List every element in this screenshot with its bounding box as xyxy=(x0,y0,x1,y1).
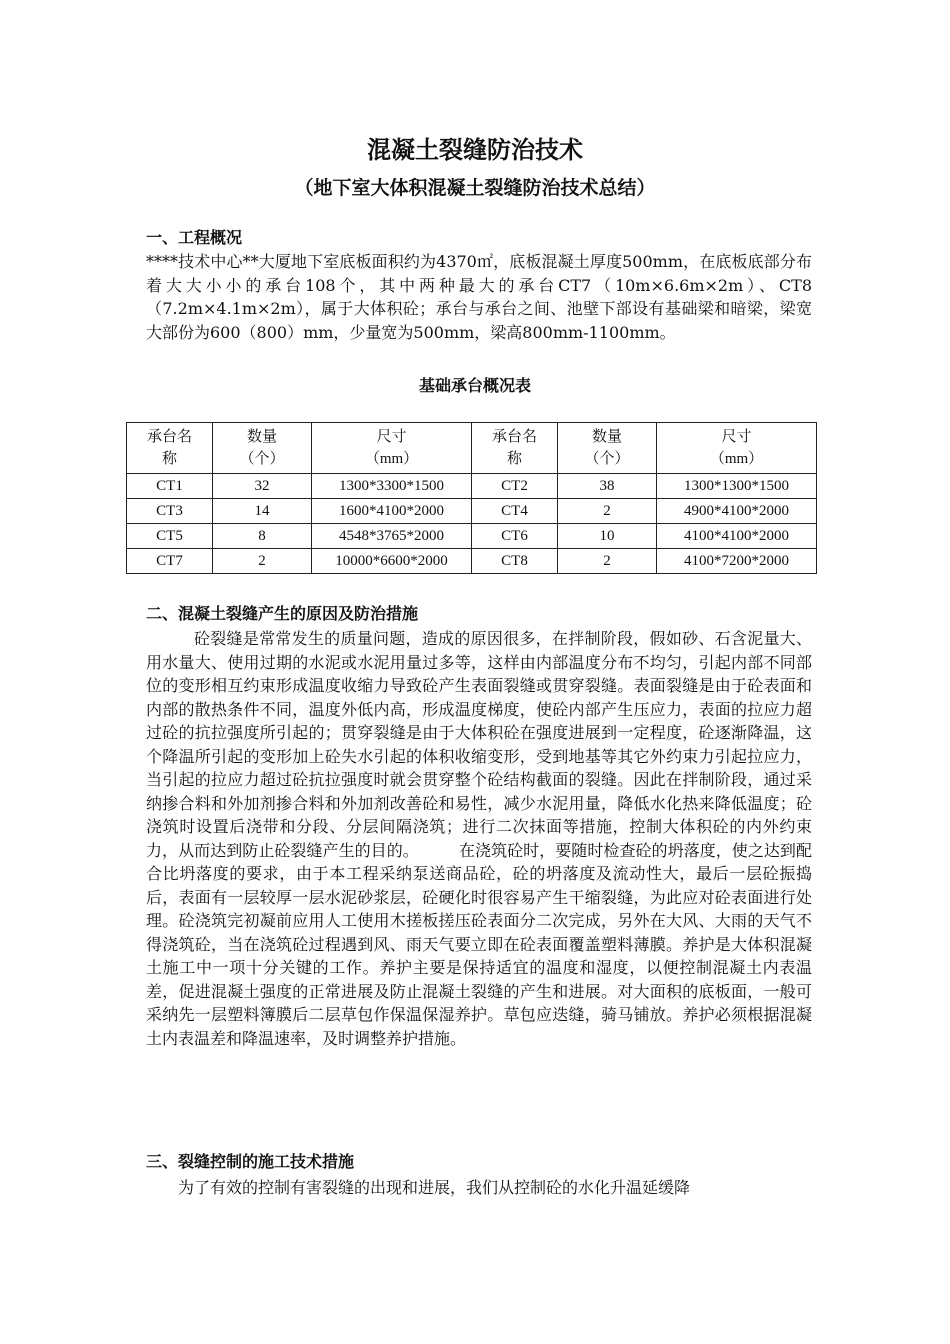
table-cell: 4900*4100*2000 xyxy=(657,499,817,524)
table-header-row xyxy=(127,423,817,474)
document-title: 混凝土裂缝防治技术 xyxy=(367,136,583,164)
table-cell: CT1 xyxy=(127,474,213,499)
table-cell: 2 xyxy=(213,549,312,574)
table-cell: CT3 xyxy=(127,499,213,524)
section-3-paragraph: 为了有效的控制有害裂缝的出现和进展，我们从控制砼的水化升温延缓降 xyxy=(178,1178,691,1197)
table-cell: 1600*4100*2000 xyxy=(312,499,472,524)
header-quantity xyxy=(213,423,312,474)
header-line: （mm） xyxy=(709,451,764,467)
section-2-paragraph: 砼裂缝是常常发生的质量问题，造成的原因很多，在拌制阶段，假如砂、石含泥量大、用水量大、使用过期的水泥或水泥用量过多等，这样由内部温度分布不均匀，引起内部不同部位的变形相互约束形成温度收缩力导致砼产生表面裂缝或贯穿裂缝。表面裂缝是由于砼表面和内部的散热条件不同，温度外低内高，形成温度梯度，使砼内部产生压应力，表面的拉应力超过砼的抗拉强度所引起的；贯穿裂缝是由于大体积砼在强度进展到一定程度，砼逐渐降温，这个降温所引起的变形加上砼失水引起的体积收缩变形，受到地基等其它外约束力引起拉应力，当引起的拉应力超过砼抗拉强度时就会贯穿整个砼结构截面的裂缝。因此在拌制阶段，通过采纳掺合料和外加剂掺合料和外加剂改善砼和易性，减少水泥用量，降低水化热来降低温度；砼浇筑时设置后浇带和分段、分层间隔浇筑；进行二次抹面等措施，控制大体积砼的内外约束力，从而达到防止砼裂缝产生的目的。 在浇筑砼时，要随时检查砼的坍落度，使之达到配合比坍落度的要求，由于本工程采纳泵送商品砼，砼的坍落度及流动性大，最后一层砼振捣后，表面有一层较厚一层水泥砂浆层，砼硬化时很容易产生干缩裂缝，为此应对砼表面进行处理。砼浇筑完初凝前应用人工使用木搓板搓压砼表面分二次完成，另外在大风、大雨的天气不得浇筑砼，当在浇筑砼过程遇到风、雨天气要立即在砼表面覆盖塑料薄膜。养护是大体积混凝土施工中一项十分关键的工作。养护主要是保持适宜的温度和湿度，以便控制混凝土内表温差，促进混凝土强度的正常进展及防止混凝土裂缝的产生和进展。对大面积的底板面，一般可采纳先一层塑料簿膜后二层草包作保温保湿养护。草包应迭缝，骑马铺放。养护必须根据混凝土内表温差和降温速率，及时调整养护措施。 xyxy=(146,629,812,1048)
table-cell: CT7 xyxy=(127,549,213,574)
table-cell: 10000*6600*2000 xyxy=(312,549,472,574)
section-3-heading: 三、裂缝控制的施工技术措施 xyxy=(146,1152,355,1171)
header-line: 称 xyxy=(161,451,177,467)
section-1-heading: 一、工程概况 xyxy=(146,228,243,247)
document-subtitle: （地下室大体积混凝土裂缝防治技术总结） xyxy=(294,177,656,199)
header-size xyxy=(312,423,472,474)
table-row xyxy=(127,474,817,499)
header-line: 数量 xyxy=(591,429,622,445)
table-cell: CT5 xyxy=(127,524,213,549)
table-cell: 4548*3765*2000 xyxy=(312,524,472,549)
section-2-heading: 二、混凝土裂缝产生的原因及防治措施 xyxy=(146,604,419,623)
table-cell: 4100*4100*2000 xyxy=(657,524,817,549)
table-cell: CT6 xyxy=(472,524,558,549)
table-cell: CT4 xyxy=(472,499,558,524)
table-cell: 2 xyxy=(558,499,657,524)
header-line: （个） xyxy=(584,451,630,467)
table-cell: 4100*7200*2000 xyxy=(657,549,817,574)
table-cell: 14 xyxy=(213,499,312,524)
table-cell: 2 xyxy=(558,549,657,574)
table-row xyxy=(127,499,817,524)
header-line: （mm） xyxy=(364,451,419,467)
table-caption: 基础承台概况表 xyxy=(418,376,531,395)
header-cap-name xyxy=(127,423,213,474)
table-row xyxy=(127,524,817,549)
table-row xyxy=(127,549,817,574)
table-cell: 1300*3300*1500 xyxy=(312,474,472,499)
header-line: 数量 xyxy=(246,429,277,445)
table-cell: 38 xyxy=(558,474,657,499)
header-line: 承台名 xyxy=(491,429,537,445)
header-line: 承台名 xyxy=(146,429,192,445)
pile-cap-table xyxy=(126,422,817,574)
table-cell: 1300*1300*1500 xyxy=(657,474,817,499)
table-cell: 8 xyxy=(213,524,312,549)
table-cell: CT8 xyxy=(472,549,558,574)
header-line: 称 xyxy=(506,451,522,467)
table-cell: CT2 xyxy=(472,474,558,499)
section-1-paragraph: ****技术中心**大厦地下室底板面积约为4370㎡，底板混凝土厚度500mm，在底板底部分布着大大小小的承台108个，其中两种最大的承台CT7（10m×6.6m×2m）、CT8（7.2m×4.1m×2m），属于大体积砼；承台与承台之间、池壁下部设有基础梁和暗梁，梁宽大部份为600（800）mm，少量宽为500mm，梁高800mm-1100mm。 xyxy=(146,252,812,342)
table-cell: 10 xyxy=(558,524,657,549)
header-cap-name xyxy=(472,423,558,474)
table-cell: 32 xyxy=(213,474,312,499)
header-size xyxy=(657,423,817,474)
header-line: 尺寸 xyxy=(376,429,407,445)
header-line: （个） xyxy=(239,451,285,467)
header-quantity xyxy=(558,423,657,474)
header-line: 尺寸 xyxy=(721,429,752,445)
